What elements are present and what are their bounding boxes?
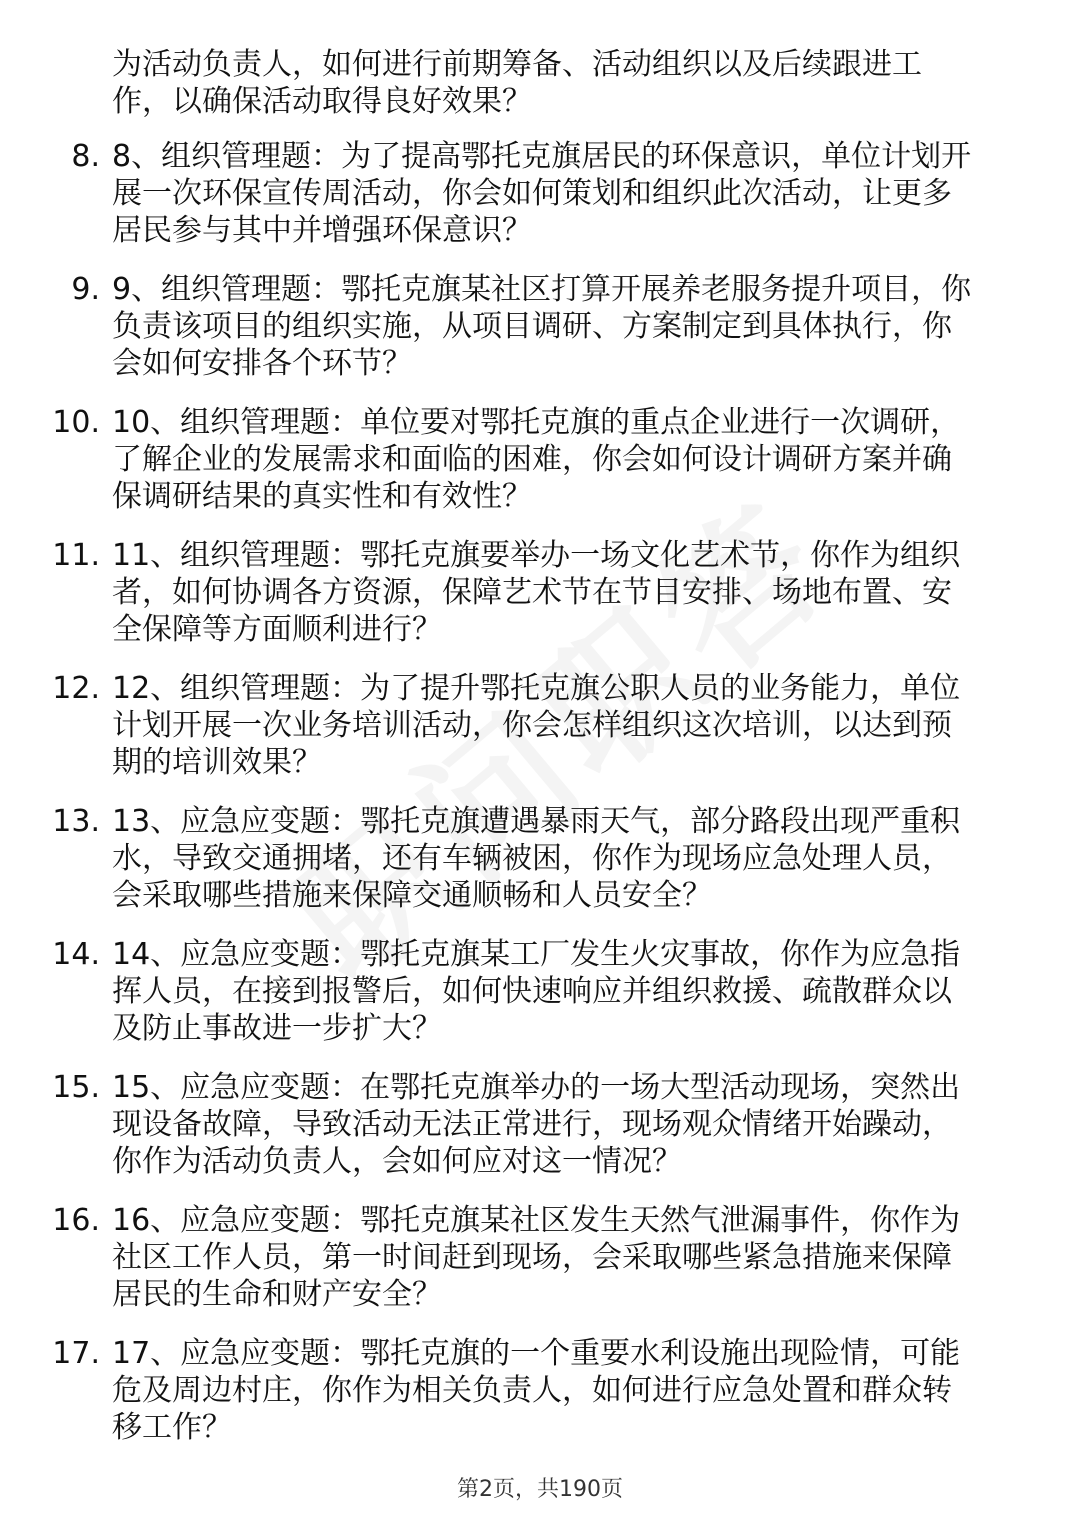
question-line: 现设备故障，导致活动无法正常进行，现场观众情绪开始躁动， xyxy=(112,1107,952,1142)
continued-question-text xyxy=(112,46,1032,120)
question-line: 移工作？ xyxy=(112,1410,232,1445)
question-line: 保调研结果的真实性和有效性？ xyxy=(112,479,532,514)
question-text xyxy=(112,271,1032,382)
question-line: 你作为活动负责人，会如何应对这一情况？ xyxy=(112,1144,682,1179)
page-number-footer: 第2页，共190页 xyxy=(457,1477,623,1502)
question-line: 14、应急应变题：鄂托克旗某工厂发生火灾事故，你作为应急指 xyxy=(112,937,961,972)
question-text xyxy=(112,404,1032,515)
question-line: 居民的生命和财产安全？ xyxy=(112,1277,442,1312)
question-line: 及防止事故进一步扩大？ xyxy=(112,1011,442,1046)
question-line: 水，导致交通拥堵，还有车辆被困，你作为现场应急处理人员， xyxy=(112,841,952,876)
question-line: 居民参与其中并增强环保意识？ xyxy=(112,213,532,248)
question-line: 期的培训效果？ xyxy=(112,745,322,780)
question-line: 展一次环保宣传周活动，你会如何策划和组织此次活动，让更多 xyxy=(112,176,952,211)
question-line: 11、组织管理题：鄂托克旗要举办一场文化艺术节，你作为组织 xyxy=(112,538,961,573)
question-text xyxy=(112,803,1032,914)
question-line: 10、组织管理题：单位要对鄂托克旗的重点企业进行一次调研， xyxy=(112,405,961,440)
question-line: 危及周边村庄，你作为相关负责人，如何进行应急处置和群众转 xyxy=(112,1373,952,1408)
question-line: 负责该项目的组织实施，从项目调研、方案制定到具体执行，你 xyxy=(112,309,952,344)
question-item xyxy=(0,404,1080,537)
question-line: 16、应急应变题：鄂托克旗某社区发生天然气泄漏事件，你作为 xyxy=(112,1203,961,1238)
question-line: 8、组织管理题：为了提高鄂托克旗居民的环保意识，单位计划开 xyxy=(112,139,972,174)
question-line: 者，如何协调各方资源，保障艺术节在节目安排、场地布置、安 xyxy=(112,575,952,610)
question-number: 11. xyxy=(52,538,100,573)
intro-line: 作，以确保活动取得良好效果？ xyxy=(112,84,532,119)
question-line: 13、应急应变题：鄂托克旗遭遇暴雨天气，部分路段出现严重积 xyxy=(112,804,961,839)
question-text xyxy=(112,670,1032,781)
question-item xyxy=(0,670,1080,803)
question-text xyxy=(112,1069,1032,1180)
question-line: 全保障等方面顺利进行？ xyxy=(112,612,442,647)
question-text xyxy=(112,1202,1032,1313)
question-item xyxy=(0,537,1080,670)
question-number: 17. xyxy=(52,1336,100,1371)
question-item xyxy=(0,936,1080,1069)
question-number: 12. xyxy=(52,671,100,706)
question-item xyxy=(0,1202,1080,1335)
question-line: 了解企业的发展需求和面临的困难，你会如何设计调研方案并确 xyxy=(112,442,952,477)
question-item xyxy=(0,1335,1080,1468)
question-item xyxy=(0,271,1080,404)
intro-line: 为活动负责人，如何进行前期筹备、活动组织以及后续跟进工 xyxy=(112,47,922,82)
question-number: 15. xyxy=(52,1070,100,1105)
question-item xyxy=(0,1069,1080,1202)
question-line: 社区工作人员，第一时间赶到现场，会采取哪些紧急措施来保障 xyxy=(112,1240,952,1275)
question-item xyxy=(0,803,1080,936)
question-line: 会采取哪些措施来保障交通顺畅和人员安全？ xyxy=(112,878,712,913)
question-number: 8. xyxy=(71,139,100,174)
question-number: 10. xyxy=(52,405,100,440)
question-line: 会如何安排各个环节？ xyxy=(112,346,412,381)
question-item xyxy=(0,138,1080,271)
question-text xyxy=(112,537,1032,648)
question-number: 16. xyxy=(52,1203,100,1238)
question-number: 14. xyxy=(52,937,100,972)
question-list xyxy=(0,138,1080,1468)
question-line: 12、组织管理题：为了提升鄂托克旗公职人员的业务能力，单位 xyxy=(112,671,961,706)
question-line: 15、应急应变题：在鄂托克旗举办的一场大型活动现场，突然出 xyxy=(112,1070,961,1105)
question-line: 计划开展一次业务培训活动，你会怎样组织这次培训，以达到预 xyxy=(112,708,952,743)
question-number: 9. xyxy=(71,272,100,307)
question-line: 挥人员，在接到报警后，如何快速响应并组织救援、疏散群众以 xyxy=(112,974,952,1009)
question-text xyxy=(112,138,1032,249)
question-line: 17、应急应变题：鄂托克旗的一个重要水利设施出现险情，可能 xyxy=(112,1336,961,1371)
question-text xyxy=(112,1335,1032,1446)
question-line: 9、组织管理题：鄂托克旗某社区打算开展养老服务提升项目，你 xyxy=(112,272,972,307)
question-text xyxy=(112,936,1032,1047)
question-number: 13. xyxy=(52,804,100,839)
